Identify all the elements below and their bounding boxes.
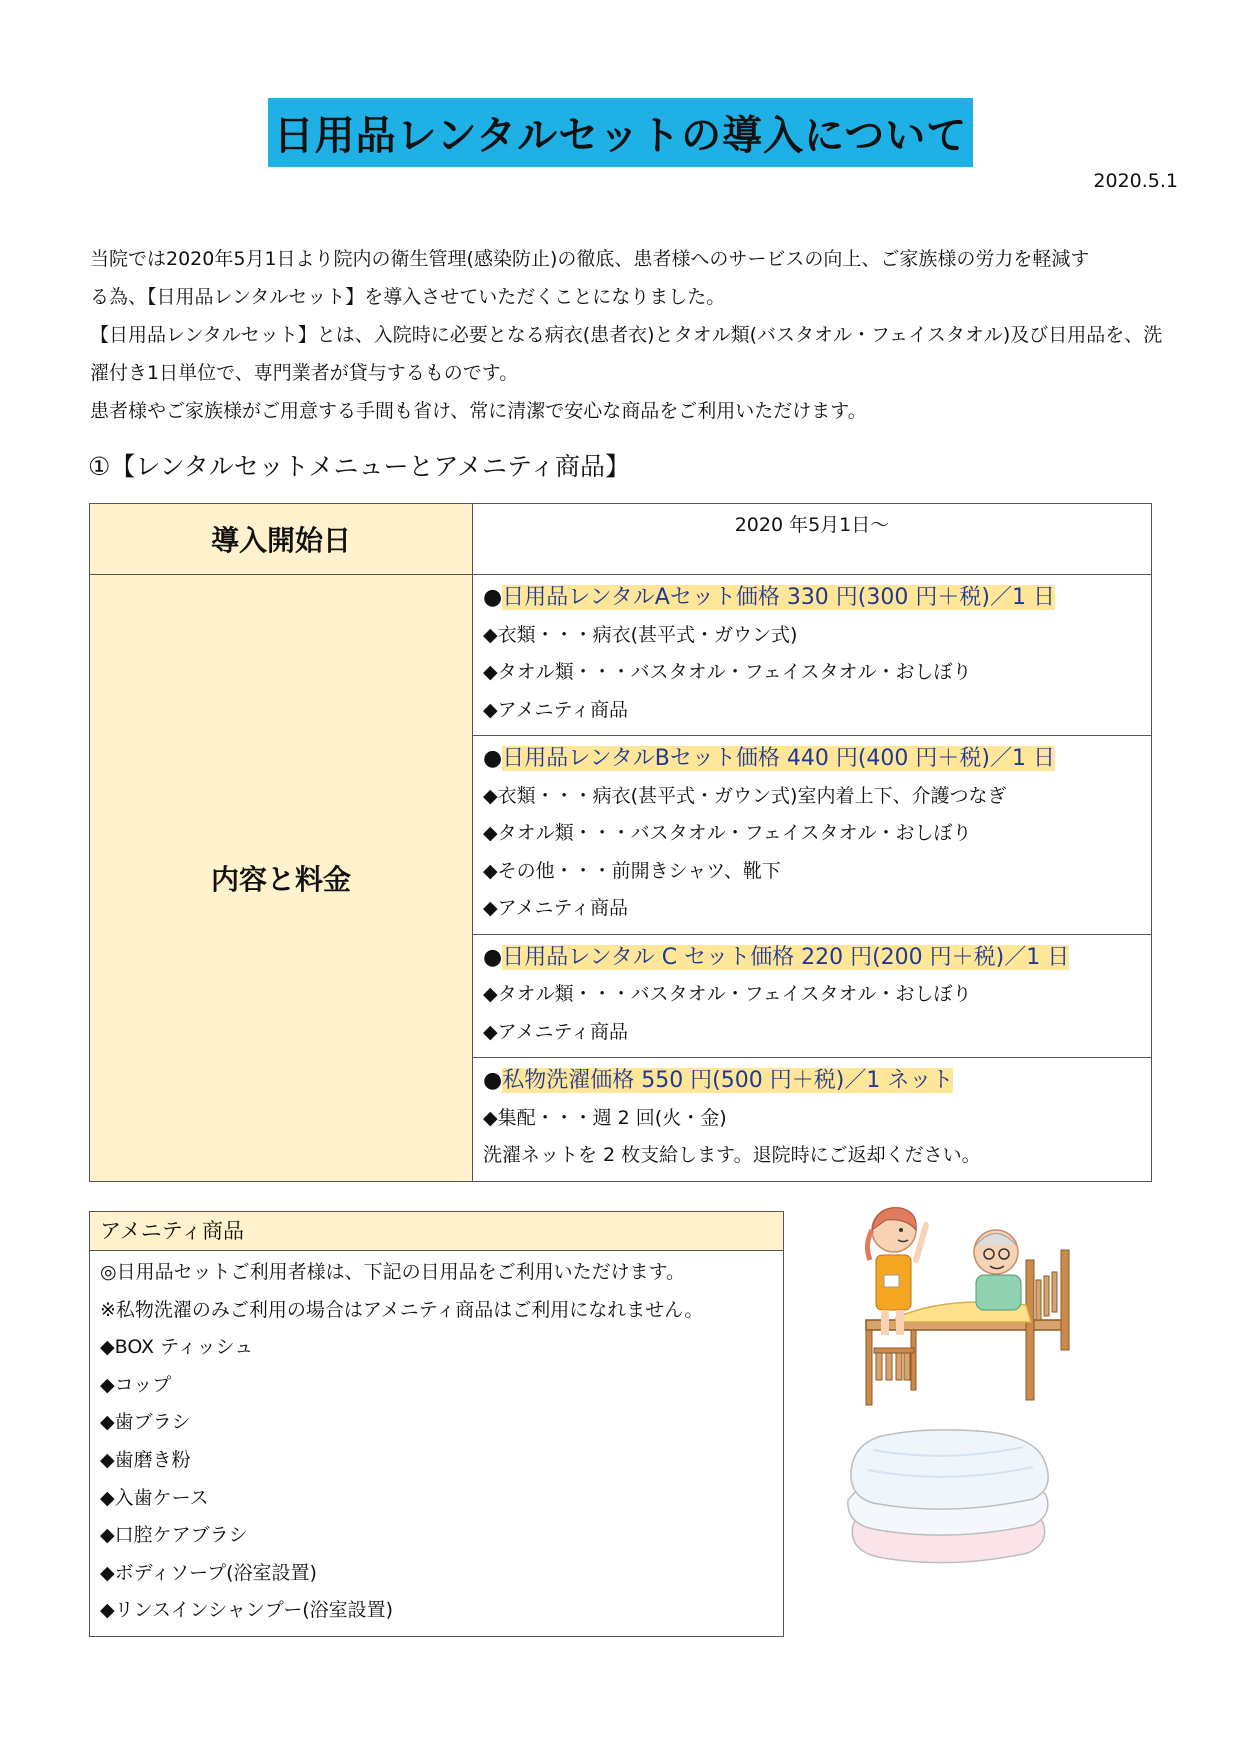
bullet-icon: ● [483, 944, 503, 970]
list-item: ◆コップ [100, 1373, 172, 1396]
list-item: ◆衣類・・・病衣(甚平式・ガウン式)室内着上下、介護つなぎ [483, 784, 1007, 807]
table-row [90, 575, 1152, 736]
laundry-price-line [483, 1062, 1141, 1100]
set-a-cell [473, 575, 1152, 736]
rental-menu-table [89, 503, 1152, 1182]
nurse-and-patient-bed-illustration [856, 1200, 1071, 1410]
list-item: ◆衣類・・・病衣(甚平式・ガウン式) [483, 623, 798, 646]
list-item: ◆その他・・・前開きシャツ、靴下 [483, 859, 781, 882]
list-item: ◆アメニティ商品 [483, 698, 628, 721]
set-b-cell [473, 736, 1152, 935]
bullet-icon: ● [483, 746, 503, 771]
start-date-value: 2020 年5月1日～ [473, 504, 1152, 575]
start-date-label: 導入開始日 [90, 504, 473, 575]
folded-towels-illustration [838, 1425, 1058, 1570]
set-c-price: 日用品レンタル C セット価格 220 円(200 円＋税)／1 日 [502, 944, 1070, 970]
set-a-price-line [483, 579, 1141, 617]
section-heading: ①【レンタルセットメニューとアメニティ商品】 [88, 452, 631, 481]
document-date: 2020.5.1 [1093, 170, 1178, 192]
intro-text [90, 240, 1170, 430]
list-item: ◆歯磨き粉 [100, 1448, 191, 1471]
intro-line: 当院では2020年5月1日より院内の衛生管理(感染防止)の徹底、患者様へのサービスの向上、ご家族様の労力を軽減す [90, 248, 1090, 270]
set-b-price-line [483, 740, 1141, 778]
amenity-heading: アメニティ商品 [90, 1212, 783, 1251]
intro-line: 患者様やご家族様がご用意する手間も省け、常に清潔で安心な商品をご利用いただけます。 [90, 400, 867, 422]
document-title: 日用品レンタルセットの導入について [268, 98, 974, 167]
list-item: ◆BOX ティッシュ [100, 1336, 254, 1359]
bullet-icon: ● [483, 1068, 503, 1093]
amenity-list [90, 1251, 783, 1636]
set-b-price: 日用品レンタルBセット価格 440 円(400 円＋税)／1 日 [502, 746, 1055, 771]
list-item: ◆アメニティ商品 [483, 1020, 628, 1043]
list-item: ◆タオル類・・・バスタオル・フェイスタオル・おしぼり [483, 822, 972, 844]
laundry-cell [473, 1058, 1152, 1182]
list-item: ◆歯ブラシ [100, 1411, 191, 1434]
content-price-label: 内容と料金 [90, 575, 473, 1182]
intro-line: 濯付き1日単位で、専門業者が貸与するものです。 [90, 362, 519, 384]
list-item: ◆集配・・・週 2 回(火・金) [483, 1106, 727, 1129]
bullet-icon: ● [483, 585, 503, 610]
list-item: ◎日用品セットご利用者様は、下記の日用品をご利用いただけます。 [100, 1261, 686, 1283]
laundry-price: 私物洗濯価格 550 円(500 円＋税)／1 ネット [502, 1068, 954, 1093]
intro-line: 【日用品レンタルセット】とは、入院時に必要となる病衣(患者衣)とタオル類(バスタオル・フェイスタオル)及び日用品を、洗 [90, 324, 1163, 346]
list-item: ◆リンスインシャンプー(浴室設置) [100, 1599, 394, 1622]
amenity-box [89, 1211, 784, 1637]
list-item: ◆口腔ケアブラシ [100, 1524, 248, 1547]
intro-line: る為、【日用品レンタルセット】を導入させていただくことになりました。 [90, 286, 726, 308]
list-item: ◆入歯ケース [100, 1486, 209, 1509]
set-c-cell [473, 934, 1152, 1058]
set-a-price: 日用品レンタルAセット価格 330 円(300 円＋税)／1 日 [502, 585, 1055, 610]
list-item: ◆ボディソープ(浴室設置) [100, 1561, 317, 1584]
list-item: ◆タオル類・・・バスタオル・フェイスタオル・おしぼり [483, 661, 972, 683]
list-item: ※私物洗濯のみご利用の場合はアメニティ商品はご利用になれません。 [100, 1298, 704, 1321]
title-wrap [0, 98, 1241, 167]
set-c-price-line [483, 939, 1141, 977]
table-row [90, 504, 1152, 575]
list-item: 洗濯ネットを 2 枚支給します。退院時にご返却ください。 [483, 1144, 981, 1166]
list-item: ◆アメニティ商品 [483, 897, 628, 919]
list-item: ◆タオル類・・・バスタオル・フェイスタオル・おしぼり [483, 983, 972, 1005]
